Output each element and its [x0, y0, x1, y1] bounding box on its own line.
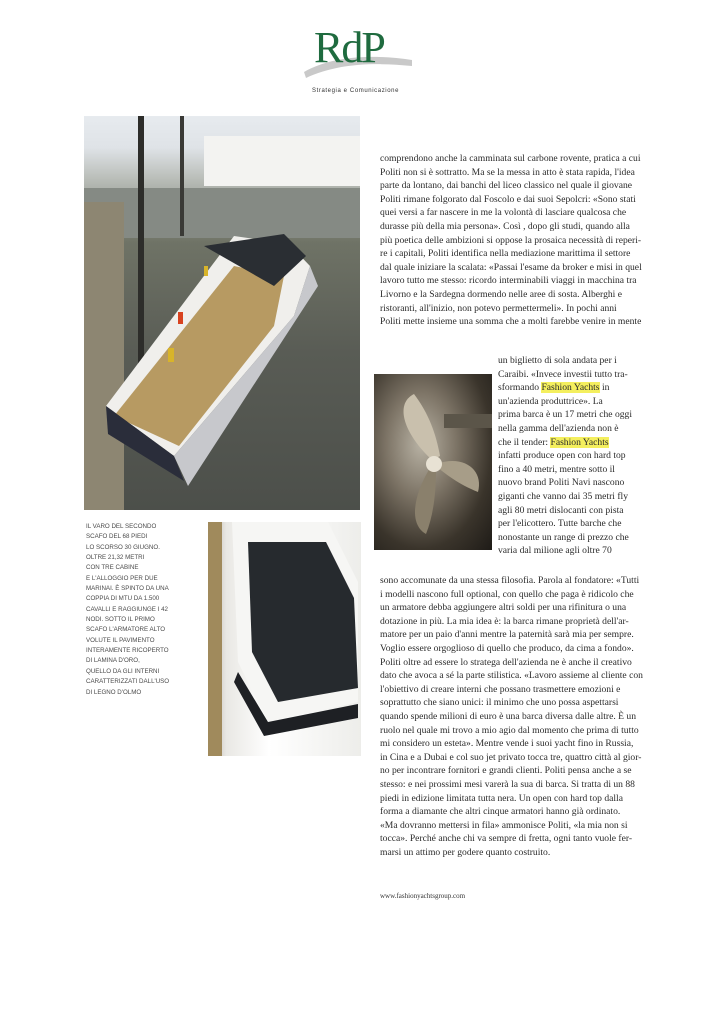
article-line: fino a 40 metri, mentre sotto il — [498, 463, 615, 475]
caption-line: DI LEGNO D'OLMO — [86, 688, 142, 696]
article-line: Politi rimane folgorato dal Foscolo e dai suoi Sepolcri: «Sono stati — [380, 193, 636, 205]
rdp-logo — [300, 18, 420, 102]
yacht-launch-photo — [84, 116, 360, 510]
article-line: Voglio essere orgoglioso di quello che produco, da cima a fondo». — [380, 642, 634, 654]
article-line: quando spende milioni di euro è una barca diversa dalle altre. È un — [380, 710, 637, 722]
caption-line: E L'ALLOGGIO PER DUE — [86, 574, 158, 582]
article-line: re i capitali, Politi identifica nella mediazione marittima il settore — [380, 248, 631, 260]
article-line-with-highlight — [498, 381, 688, 395]
caption-line: DI LAMINA D'ORO, — [86, 657, 140, 665]
caption-line: NODI. SOTTO IL PRIMO — [86, 616, 155, 624]
article-line: dal quale iniziare la scalata: «Passai l'esame da broker e misi in quel — [380, 261, 642, 273]
article-line: più poetica delle ambizioni si oppose la prosaica necessità di reperi- — [380, 234, 642, 246]
article-line: parte da lontano, dai banchi del liceo classico nel quale il giovane — [380, 180, 633, 192]
propeller-illustration — [374, 374, 492, 550]
caption-line: QUELLO DA GLI INTERNI — [86, 667, 160, 675]
article-line: dotazione in più. La mia idea è: la barca rimane proprietà dell'ar- — [380, 615, 629, 627]
article-line: varia dal milione agli oltre 70 — [498, 545, 612, 557]
article-line: mi considero un esteta». Mentre vende i suoi yacht fino in Russia, — [380, 738, 634, 750]
article-line: piedi in edizione limitata tutta nera. Un open con hard top dalla — [380, 792, 623, 804]
article-line-fragment: che il tender: — [498, 436, 551, 448]
article-line: Politi oltre ad essere lo stratega dell'azienda ne è anche il creativo — [380, 656, 632, 668]
article-line: Politi non si è sottratto. Ma se la messa in atto è stata rapida, l'idea — [380, 166, 635, 178]
caption-line: LO SCORSO 30 GIUGNO. — [86, 543, 160, 551]
article-line: stesso: e nei prossimi mesi varerà la sua di barca. Si tratta di un 88 — [380, 778, 635, 790]
article-line: Livorno e la Sardegna dormendo nelle aree di sosta. Alberghi e — [380, 288, 622, 300]
logo-wordmark: RdP — [314, 23, 384, 72]
article-text-top — [380, 152, 680, 329]
caption-line: IL VARO DEL SECONDO — [86, 523, 157, 530]
article-line-fragment: in — [599, 382, 610, 394]
caption-line: INTERAMENTE RICOPERTO — [86, 647, 169, 655]
article-line: i modelli nascono full optional, con quello che paga è ridicolo che — [380, 588, 634, 600]
propeller-photo — [374, 374, 492, 550]
article-line: l'obiettivo di creare interni che possano trasmettere emozioni e — [380, 683, 621, 695]
article-line: infatti produce open con hard top — [498, 450, 626, 462]
article-line: durasse più della mia persona». Così , dopo gli studi, quando alla — [380, 220, 630, 232]
logo-tagline: Strategia e Comunicazione — [312, 88, 400, 94]
yacht-bow-detail-photo — [208, 522, 361, 756]
article-line: agli 80 metri dislocanti con pista — [498, 504, 624, 516]
brand-highlight: Fashion Yachts — [541, 382, 600, 394]
article-line: dato che avoca a sé la parte stilistica. «Lavoro assieme al cliente con — [380, 670, 643, 682]
article-line-fragment: sformando — [498, 382, 542, 394]
caption-line: SCAFO L'ARMATORE ALTO — [86, 626, 166, 634]
article-line: nuovo brand Politi Navi nascono — [498, 477, 625, 489]
caption-line: MARINAI. È SPINTO DA UNA — [86, 585, 169, 593]
photo-caption — [86, 522, 190, 698]
article-line: Politi mette insieme una somma che a molti farebbe venire in mente — [380, 316, 642, 328]
article-line: ruolo nel quale mi trovo a mio agio dal momento che prima di tutto — [380, 724, 639, 736]
article-line: matore per un paio d'anni mentre la paternità sarà mia per sempre. — [380, 629, 634, 641]
bow-illustration — [208, 522, 361, 756]
article-line-with-highlight — [498, 436, 688, 450]
article-text-bottom — [380, 574, 680, 859]
brand-highlight: Fashion Yachts — [550, 436, 609, 448]
article-line: un biglietto di sola andata per i — [498, 355, 617, 366]
article-line: un armatore debba aggiungere altri soldi per una rifinitura o una — [380, 602, 627, 614]
article-line: marsi un attimo per godere quanto costruito. — [380, 846, 551, 858]
article-line: un'azienda produttrice». La — [498, 395, 603, 407]
article-line: Caraibi. «Invece investii tutto tra- — [498, 368, 628, 380]
article-line: sono accomunate da una stessa filosofia. Parola al fondatore: «Tutti — [380, 575, 640, 586]
article-line: nonostante un range di prezzo che — [498, 531, 629, 543]
article-line: nella gamma dell'azienda non è — [498, 422, 619, 434]
article-line: ristoranti, all'inizio, non potevo permettermeli». In pochi anni — [380, 302, 617, 314]
caption-line: CON TRE CABINE — [86, 564, 139, 572]
caption-line: VOLUTE IL PAVIMENTO — [86, 636, 155, 644]
caption-line: OLTRE 21,32 METRI — [86, 554, 145, 562]
article-line: in Cina e a Dubai e col suo jet privato tocca tre, quattro città al gior- — [380, 751, 642, 763]
footer-website-url: www.fashionyachtsgroup.com — [380, 892, 466, 900]
article-line: no per incontrare fornitori e grandi clienti. Politi pensa anche a se — [380, 765, 632, 777]
article-line: comprendono anche la camminata sul carbone rovente, pratica a cui — [380, 153, 641, 164]
yacht-illustration — [84, 116, 360, 510]
article-text-beside-propeller — [498, 354, 688, 558]
article-line: giganti che vanno dai 35 metri fly — [498, 490, 629, 502]
article-line: «Ma dovranno mettersi in fila» ammonisce Politi, «la mia non si — [380, 819, 628, 831]
article-line: forma a diamante che altri cinque armatori hanno già ordinato. — [380, 806, 621, 818]
article-line: quei versi a far nascere in me la volontà di lasciare qualcosa che — [380, 207, 627, 219]
article-line: soprattutto che siano unici: il minimo che uno possa aspettarsi — [380, 697, 619, 709]
article-line: tocca». Perché anche chi va sempre di fretta, ogni tanto vuole fer- — [380, 833, 633, 845]
caption-line: CARATTERIZZATI DALL'USO — [86, 678, 170, 686]
article-line: per l'elicottero. Tutte barche che — [498, 518, 622, 530]
article-line: lavoro tutto me stesso: ricordo interminabili viaggi in macchina tra — [380, 275, 637, 287]
caption-line: SCAFO DEL 68 PIEDI — [86, 533, 148, 541]
caption-line: COPPIA DI MTU DA 1.500 — [86, 595, 160, 603]
caption-line: CAVALLI E RAGGIUNGE I 42 — [86, 605, 168, 613]
article-line: prima barca è un 17 metri che oggi — [498, 409, 632, 421]
